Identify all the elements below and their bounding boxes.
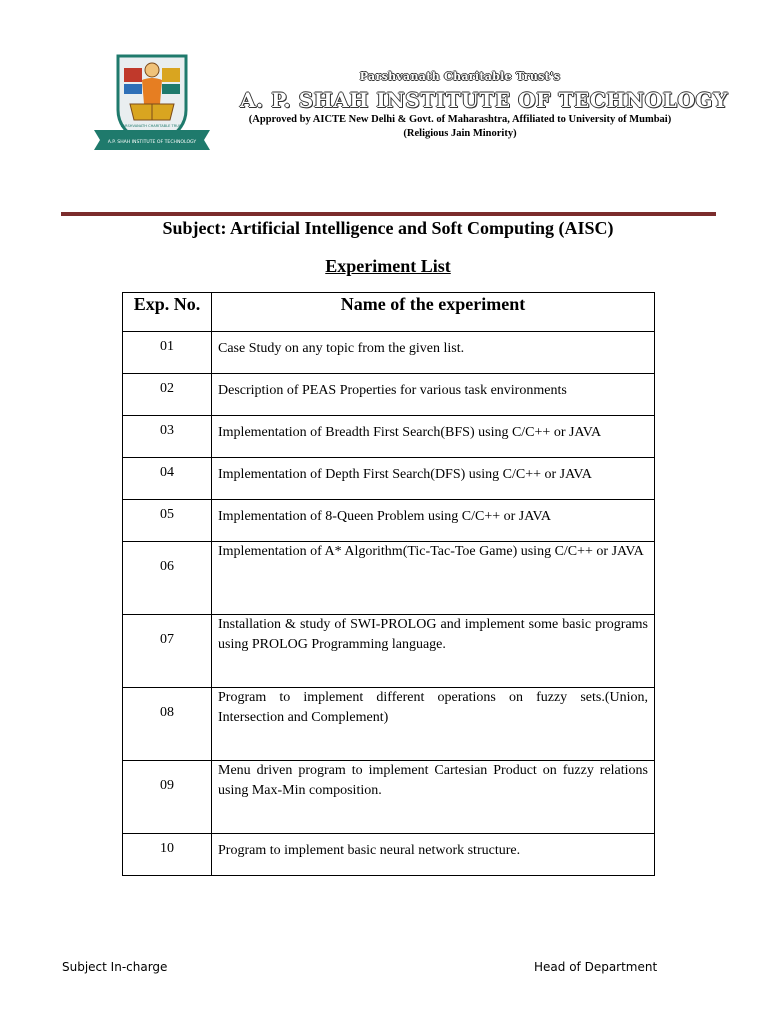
exp-name: Installation & study of SWI-PROLOG and implement some basic programs using PROLOG Programming language. xyxy=(212,615,655,688)
table-row xyxy=(123,688,655,761)
exp-number: 10 xyxy=(123,834,212,876)
table-header-row xyxy=(123,293,655,332)
exp-name: Implementation of A* Algorithm(Tic-Tac-Toe Game) using C/C++ or JAVA xyxy=(212,542,655,615)
subject-title: Subject: Artificial Intelligence and Soft Computing (AISC) xyxy=(162,218,614,238)
exp-number: 01 xyxy=(123,332,212,374)
table-row xyxy=(123,834,655,876)
table-row xyxy=(123,332,655,374)
table-row xyxy=(123,761,655,834)
list-title: Experiment List xyxy=(325,256,451,276)
table-row xyxy=(123,542,655,615)
exp-name: Menu driven program to implement Cartesian Product on fuzzy relations using Max-Min composition. xyxy=(212,761,655,834)
table-row xyxy=(123,458,655,500)
exp-number: 06 xyxy=(123,542,212,615)
table-row xyxy=(123,615,655,688)
col-header-experiment-name: Name of the experiment xyxy=(212,293,655,332)
head-of-department-label: Head of Department xyxy=(534,960,658,974)
logo-banner-text: A.P. SHAH INSTITUTE OF TECHNOLOGY xyxy=(107,140,197,145)
exp-number: 09 xyxy=(123,761,212,834)
table-row xyxy=(123,416,655,458)
exp-number: 04 xyxy=(123,458,212,500)
subject-incharge-label: Subject In-charge xyxy=(62,960,168,974)
exp-name: Implementation of 8-Queen Problem using C/C++ or JAVA xyxy=(212,500,655,542)
exp-name: Description of PEAS Properties for various task environments xyxy=(212,374,655,416)
exp-number: 07 xyxy=(123,615,212,688)
header-divider xyxy=(61,212,716,216)
institute-name: A. P. SHAH INSTITUTE OF TECHNOLOGY xyxy=(240,88,729,112)
exp-number: 03 xyxy=(123,416,212,458)
exp-name: Program to implement different operations on fuzzy sets.(Union, Intersection and Complement) xyxy=(212,688,655,761)
approval-text: (Approved by AICTE New Delhi & Govt. of Maharashtra, Affiliated to University of Mumbai) xyxy=(248,114,672,125)
exp-name: Case Study on any topic from the given list. xyxy=(212,332,655,374)
col-header-exp-no: Exp. No. xyxy=(123,293,212,332)
minority-text: (Religious Jain Minority) xyxy=(403,128,517,139)
exp-name: Program to implement basic neural network structure. xyxy=(212,834,655,876)
table-row xyxy=(123,500,655,542)
exp-number: 05 xyxy=(123,500,212,542)
exp-number: 02 xyxy=(123,374,212,416)
exp-name: Implementation of Depth First Search(DFS) using C/C++ or JAVA xyxy=(212,458,655,500)
table-row xyxy=(123,374,655,416)
exp-number: 08 xyxy=(123,688,212,761)
exp-name: Implementation of Breadth First Search(BFS) using C/C++ or JAVA xyxy=(212,416,655,458)
institute-logo xyxy=(88,48,216,158)
trust-name: Parshvanath Charitable Trust's xyxy=(359,70,561,83)
experiment-table xyxy=(122,292,655,876)
logo-motto-text: PARSHVANATH CHARITABLE TRUST xyxy=(120,124,184,128)
